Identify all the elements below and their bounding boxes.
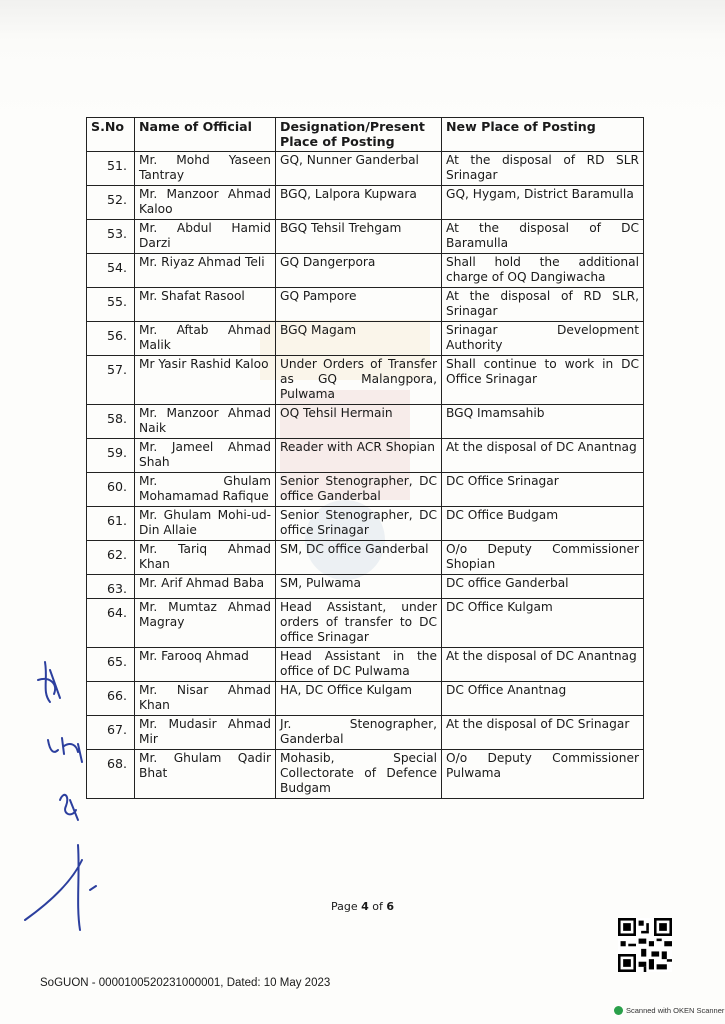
cell-name: Mr. Manzoor Ahmad Kaloo xyxy=(135,186,276,220)
cell-name: Mr. Mohd Yaseen Tantray xyxy=(135,152,276,186)
table-row xyxy=(87,288,644,322)
cell-sno: 62. xyxy=(87,541,135,575)
cell-new-posting: At the disposal of RD SLR, Srinagar xyxy=(442,288,644,322)
cell-new-posting: At the disposal of DC Anantnag xyxy=(442,648,644,682)
table-row xyxy=(87,186,644,220)
cell-designation: Reader with ACR Shopian xyxy=(276,439,442,473)
header-new-posting: New Place of Posting xyxy=(442,118,644,152)
cell-sno: 59. xyxy=(87,439,135,473)
cell-sno: 56. xyxy=(87,322,135,356)
cell-new-posting: At the disposal of DC Anantnag xyxy=(442,439,644,473)
table-row xyxy=(87,322,644,356)
cell-sno: 54. xyxy=(87,254,135,288)
cell-sno: 60. xyxy=(87,473,135,507)
cell-name: Mr. Nisar Ahmad Khan xyxy=(135,682,276,716)
header-sno: S.No xyxy=(87,118,135,152)
cell-sno: 66. xyxy=(87,682,135,716)
cell-name: Mr. Jameel Ahmad Shah xyxy=(135,439,276,473)
page-number: Page 4 of 6 xyxy=(330,900,395,913)
table-row xyxy=(87,152,644,186)
cell-new-posting: Shall hold the additional charge of OQ Dangiwacha xyxy=(442,254,644,288)
cell-sno: 53. xyxy=(87,220,135,254)
cell-designation: Head Assistant, under orders of transfer to DC office Srinagar xyxy=(276,599,442,648)
cell-new-posting: At the disposal of DC Baramulla xyxy=(442,220,644,254)
table-row xyxy=(87,682,644,716)
cell-sno: 67. xyxy=(87,716,135,750)
table-body xyxy=(87,152,644,799)
cell-name: Mr. Ghulam Mohamamad Rafique xyxy=(135,473,276,507)
cell-new-posting: Shall continue to work in DC Office Srinagar xyxy=(442,356,644,405)
cell-new-posting: DC office Ganderbal xyxy=(442,575,644,599)
cell-designation: Under Orders of Transfer as GQ Malangpora, Pulwama xyxy=(276,356,442,405)
table-row xyxy=(87,599,644,648)
cell-name: Mr. Aftab Ahmad Malik xyxy=(135,322,276,356)
cell-name: Mr Yasir Rashid Kaloo xyxy=(135,356,276,405)
cell-sno: 55. xyxy=(87,288,135,322)
table-row xyxy=(87,356,644,405)
table-row xyxy=(87,254,644,288)
cell-sno: 51. xyxy=(87,152,135,186)
cell-name: Mr. Manzoor Ahmad Naik xyxy=(135,405,276,439)
cell-designation: SM, DC office Ganderbal xyxy=(276,541,442,575)
handwritten-initials xyxy=(20,650,110,940)
cell-sno: 52. xyxy=(87,186,135,220)
cell-designation: Senior Stenographer, DC office Ganderbal xyxy=(276,473,442,507)
table-row xyxy=(87,473,644,507)
cell-name: Mr. Ghulam Mohi-ud-Din Allaie xyxy=(135,507,276,541)
cell-sno: 65. xyxy=(87,648,135,682)
scanner-credit: Scanned with OKEN Scanner xyxy=(614,1006,724,1015)
cell-name: Mr. Farooq Ahmad xyxy=(135,648,276,682)
cell-sno: 57. xyxy=(87,356,135,405)
cell-designation: BGQ Magam xyxy=(276,322,442,356)
cell-new-posting: DC Office Anantnag xyxy=(442,682,644,716)
table-row xyxy=(87,716,644,750)
cell-new-posting: GQ, Hygam, District Baramulla xyxy=(442,186,644,220)
header-name: Name of Official xyxy=(135,118,276,152)
postings-table xyxy=(86,117,644,799)
table-row xyxy=(87,648,644,682)
table-row xyxy=(87,750,644,799)
cell-sno: 61. xyxy=(87,507,135,541)
cell-designation: GQ Dangerpora xyxy=(276,254,442,288)
cell-new-posting: Srinagar Development Authority xyxy=(442,322,644,356)
cell-name: Mr. Mumtaz Ahmad Magray xyxy=(135,599,276,648)
cell-designation: BGQ Tehsil Trehgam xyxy=(276,220,442,254)
document-reference: SoGUON - 0000100520231000001, Dated: 10 May 2023 xyxy=(40,977,331,989)
cell-name: Mr. Riyaz Ahmad Teli xyxy=(135,254,276,288)
cell-sno: 64. xyxy=(87,599,135,648)
cell-designation: OQ Tehsil Hermain xyxy=(276,405,442,439)
cell-name: Mr. Tariq Ahmad Khan xyxy=(135,541,276,575)
cell-designation: BGQ, Lalpora Kupwara xyxy=(276,186,442,220)
cell-new-posting: At the disposal of RD SLR Srinagar xyxy=(442,152,644,186)
scanner-logo-icon xyxy=(614,1006,623,1015)
cell-designation: Head Assistant in the office of DC Pulwama xyxy=(276,648,442,682)
table-row xyxy=(87,220,644,254)
cell-new-posting: O/o Deputy Commissioner Pulwama xyxy=(442,750,644,799)
cell-new-posting: BGQ Imamsahib xyxy=(442,405,644,439)
table-row xyxy=(87,541,644,575)
cell-name: Mr. Abdul Hamid Darzi xyxy=(135,220,276,254)
table-header-row xyxy=(87,118,644,152)
header-designation: Designation/Present Place of Posting xyxy=(276,118,442,152)
cell-new-posting: O/o Deputy Commissioner Shopian xyxy=(442,541,644,575)
cell-name: Mr. Mudasir Ahmad Mir xyxy=(135,716,276,750)
cell-name: Mr. Arif Ahmad Baba xyxy=(135,575,276,599)
cell-name: Mr. Shafat Rasool xyxy=(135,288,276,322)
table-row xyxy=(87,405,644,439)
cell-sno: 68. xyxy=(87,750,135,799)
cell-designation: Senior Stenographer, DC office Srinagar xyxy=(276,507,442,541)
cell-sno: 63. xyxy=(87,575,135,599)
cell-designation: SM, Pulwama xyxy=(276,575,442,599)
cell-designation: Mohasib, Special Collectorate of Defence Budgam xyxy=(276,750,442,799)
cell-name: Mr. Ghulam Qadir Bhat xyxy=(135,750,276,799)
cell-designation: HA, DC Office Kulgam xyxy=(276,682,442,716)
cell-new-posting: DC Office Kulgam xyxy=(442,599,644,648)
cell-new-posting: At the disposal of DC Srinagar xyxy=(442,716,644,750)
cell-designation: GQ Pampore xyxy=(276,288,442,322)
cell-new-posting: DC Office Budgam xyxy=(442,507,644,541)
table-row xyxy=(87,439,644,473)
cell-new-posting: DC Office Srinagar xyxy=(442,473,644,507)
table-row xyxy=(87,507,644,541)
cell-designation: GQ, Nunner Ganderbal xyxy=(276,152,442,186)
cell-designation: Jr. Stenographer, Ganderbal xyxy=(276,716,442,750)
qr-code-icon xyxy=(618,918,672,972)
table-row xyxy=(87,575,644,599)
cell-sno: 58. xyxy=(87,405,135,439)
